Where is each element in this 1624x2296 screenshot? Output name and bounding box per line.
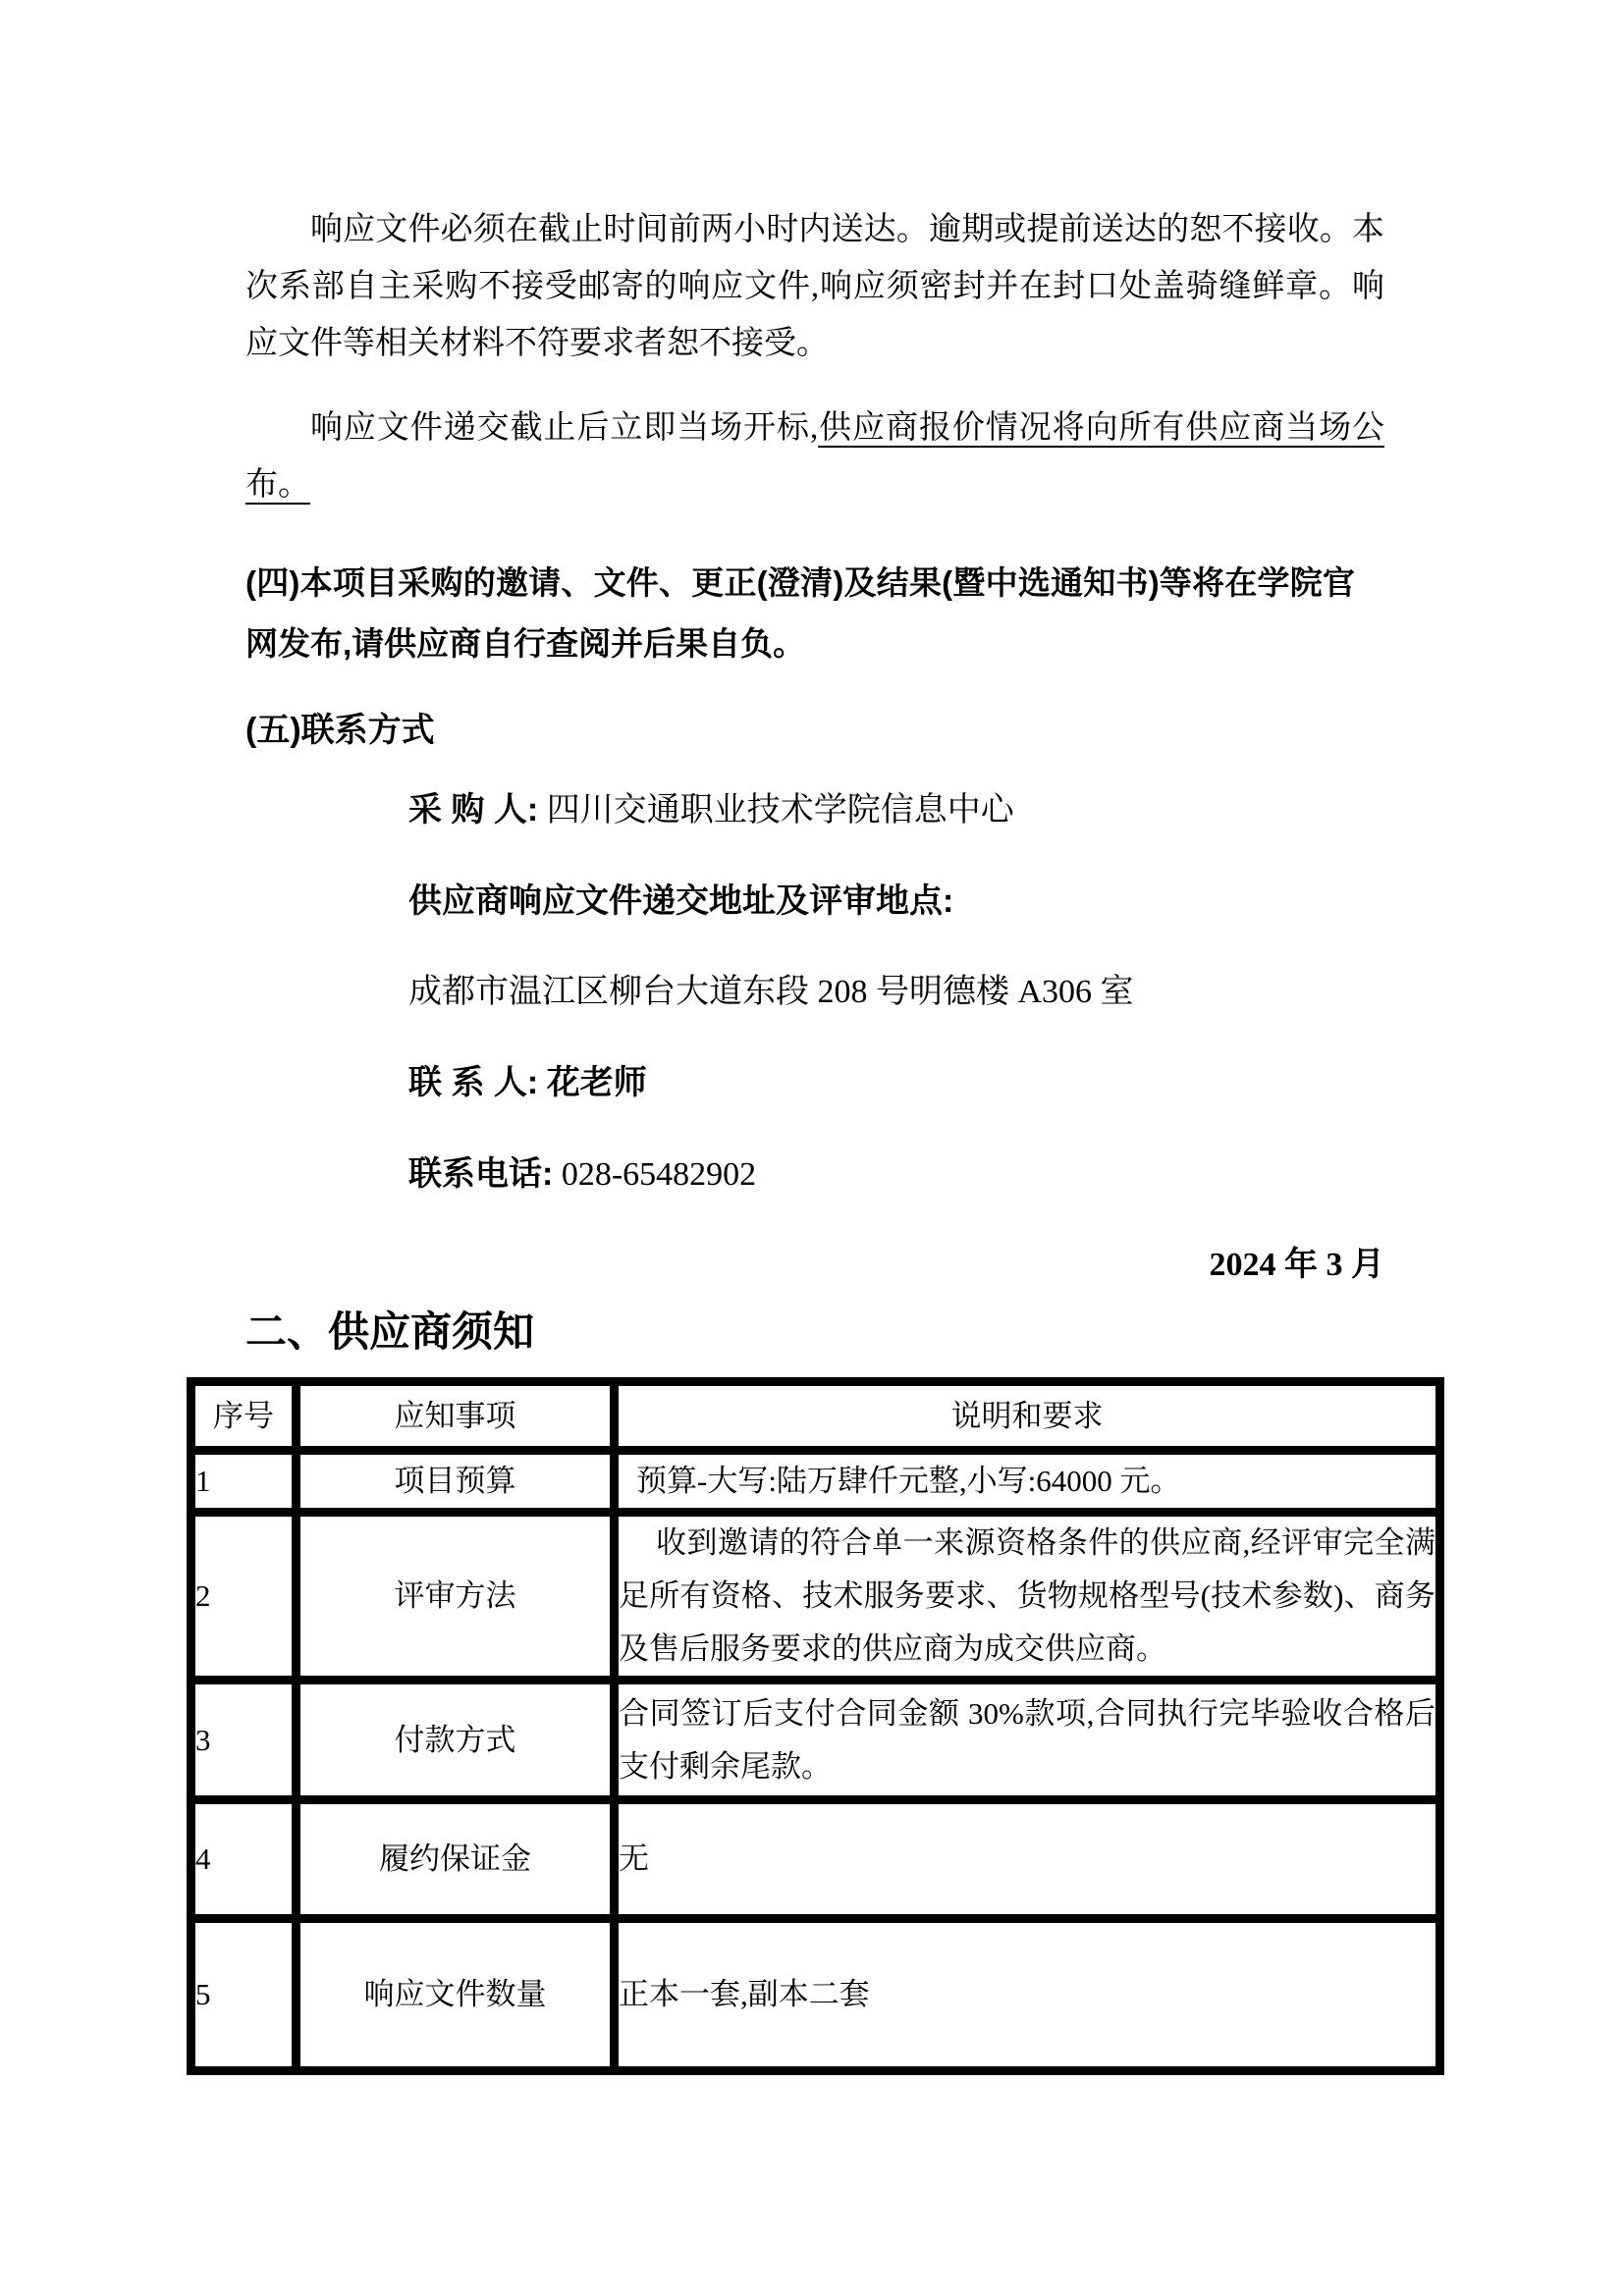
cell-desc: 无	[615, 1800, 1440, 1919]
cell-item: 履约保证金	[297, 1800, 615, 1919]
cell-desc: 正本一套,副本二套	[615, 1919, 1440, 2071]
spacer	[538, 792, 547, 828]
heading-section-4: (四)本项目采购的邀请、文件、更正(澄清)及结果(暨中选通知书)等将在学院官网发布,请供应商自行查阅并后果自负。	[245, 564, 1355, 662]
phone-value: 028-65482902	[561, 1156, 757, 1193]
cell-item: 评审方法	[297, 1513, 615, 1681]
table-row	[191, 1451, 1440, 1513]
buyer-label: 采 购 人:	[408, 791, 539, 828]
contact-person-line	[408, 1065, 1384, 1101]
address-heading-line	[408, 883, 1384, 920]
header-cell-desc: 说明和要求	[615, 1382, 1440, 1451]
bid-opening-text: 响应文件递交截止后立即当场开标,	[310, 410, 819, 446]
cell-desc: 收到邀请的符合单一来源资格条件的供应商,经评审完全满足所有资格、技术服务要求、货物规格型号(技术参数)、商务及售后服务要求的供应商为成交供应商。	[615, 1513, 1440, 1681]
heading-section-5-contact: (五)联系方式	[245, 712, 435, 749]
phone-label: 联系电话:	[408, 1155, 554, 1193]
cell-no: 5	[191, 1919, 297, 2071]
table-row	[191, 1919, 1440, 2071]
cell-no: 4	[191, 1800, 297, 1919]
contact-block	[408, 792, 1384, 1193]
document-date: 2024 年 3 月	[1209, 1247, 1384, 1283]
table-row	[191, 1800, 1440, 1919]
header-cell-item: 应知事项	[297, 1382, 615, 1451]
buyer-line	[408, 792, 1384, 828]
buyer-value: 四川交通职业技术学院信息中心	[546, 792, 1014, 828]
cell-item: 项目预算	[297, 1451, 615, 1513]
contact-person-value: 花老师	[546, 1064, 647, 1101]
cell-item: 响应文件数量	[297, 1919, 615, 2071]
address-line	[408, 975, 1384, 1010]
table-row	[191, 1513, 1440, 1681]
phone-line	[408, 1156, 1384, 1193]
section-2-title: 二、供应商须知	[245, 1308, 535, 1355]
paragraph-delivery-requirements: 响应文件必须在截止时间前两小时内送达。逾期或提前送达的恕不接收。本次系部自主采购不接受邮寄的响应文件,响应须密封并在封口处盖骑缝鲜章。响应文件等相关材料不符要求者恕不接受。	[245, 212, 1384, 361]
address-heading: 供应商响应文件递交地址及评审地点:	[408, 882, 954, 920]
spacer	[553, 1156, 562, 1193]
header-cell-no: 序号	[191, 1382, 297, 1451]
cell-no: 1	[191, 1451, 297, 1513]
cell-desc: 预算-大写:陆万肆仟元整,小写:64000 元。	[615, 1451, 1440, 1513]
contact-person-label: 联 系 人:	[408, 1064, 539, 1101]
address-value: 成都市温江区柳台大道东段 208 号明德楼 A306 室	[408, 974, 1134, 1010]
cell-no: 2	[191, 1513, 297, 1681]
bid-opening-underlined-text: 供应商报价情况将向所有供应商当场公布。	[245, 410, 1385, 503]
table-header-row	[191, 1382, 1440, 1451]
spacer	[538, 1065, 547, 1101]
cell-item: 付款方式	[297, 1681, 615, 1800]
table-row	[191, 1681, 1440, 1800]
supplier-notice-table	[187, 1377, 1444, 2075]
paragraph-bid-opening	[245, 400, 1384, 513]
cell-desc: 合同签订后支付合同金额 30%款项,合同执行完毕验收合格后支付剩余尾款。	[615, 1681, 1440, 1800]
cell-no: 3	[191, 1681, 297, 1800]
